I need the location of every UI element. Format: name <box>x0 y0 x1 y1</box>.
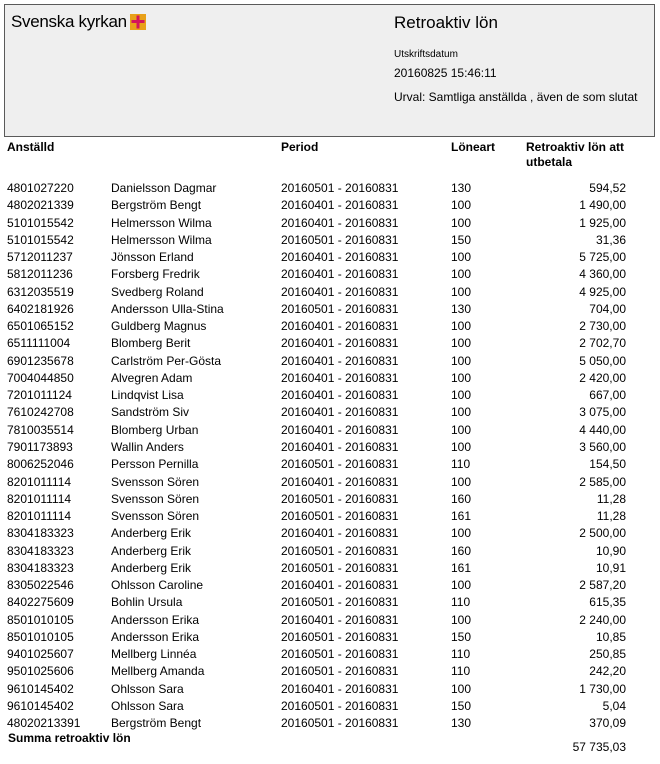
period: 20160501 - 20160831 <box>281 491 399 506</box>
employee-name: Helmersson Wilma <box>111 232 212 247</box>
amount: 2 420,00 <box>579 370 626 385</box>
table-row <box>0 404 660 421</box>
table-row <box>0 491 660 508</box>
employee-name: Svedberg Roland <box>111 284 204 299</box>
pay-type: 100 <box>451 526 472 541</box>
table-row <box>0 249 660 266</box>
table-row <box>0 646 660 663</box>
table-row <box>0 456 660 473</box>
employee-name: Ohlsson Sara <box>111 681 184 696</box>
summary-total: 57 735,03 <box>572 740 626 754</box>
employee-id: 8201011114 <box>7 474 72 489</box>
summary-label: Summa retroaktiv lön <box>8 731 131 745</box>
table-row <box>0 197 660 214</box>
employee-name: Danielsson Dagmar <box>111 181 217 195</box>
pay-type: 100 <box>451 681 472 696</box>
period: 20160501 - 20160831 <box>281 560 399 575</box>
pay-type: 161 <box>451 560 472 575</box>
employee-id: 8501010105 <box>7 629 74 644</box>
period: 20160501 - 20160831 <box>281 629 399 644</box>
employee-id: 9401025607 <box>7 647 74 662</box>
amount: 2 585,00 <box>579 474 626 489</box>
amount: 370,09 <box>589 716 626 731</box>
table-row <box>0 474 660 491</box>
amount: 250,85 <box>589 647 626 662</box>
employee-id: 7004044850 <box>7 370 74 385</box>
period: 20160401 - 20160831 <box>281 681 399 696</box>
employee-id: 8304183323 <box>7 526 74 541</box>
pay-type: 100 <box>451 612 472 627</box>
employee-id: 8304183323 <box>7 560 74 575</box>
employee-name: Ohlsson Sara <box>111 698 184 713</box>
amount: 4 925,00 <box>579 284 626 299</box>
pay-type: 110 <box>451 664 471 679</box>
period: 20160401 - 20160831 <box>281 439 399 454</box>
table-row <box>0 215 660 232</box>
employee-id: 8201011114 <box>7 491 72 506</box>
pay-type: 161 <box>451 509 472 524</box>
employee-id: 7810035514 <box>7 422 74 437</box>
employee-id: 9610145402 <box>7 698 74 713</box>
amount: 10,91 <box>595 560 626 575</box>
column-header-pay-type: Löneart <box>451 140 496 154</box>
employee-id: 6402181926 <box>7 301 74 316</box>
employee-id: 48020213391 <box>7 716 81 731</box>
period: 20160501 - 20160831 <box>281 509 399 524</box>
period: 20160401 - 20160831 <box>281 578 399 593</box>
period: 20160501 - 20160831 <box>281 647 399 662</box>
employee-id: 8501010105 <box>7 612 74 627</box>
amount: 2 587,20 <box>579 578 626 593</box>
table-row <box>0 301 660 318</box>
logo-text: Svenska kyrkan <box>11 12 127 31</box>
table-row <box>0 715 660 732</box>
pay-type: 100 <box>451 578 472 593</box>
employee-id: 6511111004 <box>7 336 71 351</box>
table-row <box>0 387 660 404</box>
table-row <box>0 422 660 439</box>
employee-name: Ohlsson Caroline <box>111 578 204 593</box>
employee-name: Jönsson Erland <box>111 250 194 265</box>
pay-type: 100 <box>451 388 472 403</box>
amount: 4 360,00 <box>579 267 626 282</box>
table-row <box>0 439 660 456</box>
pay-type: 100 <box>451 422 472 437</box>
period: 20160401 - 20160831 <box>281 215 399 230</box>
period: 20160401 - 20160831 <box>281 474 399 489</box>
amount: 5 050,00 <box>579 353 626 368</box>
employee-id: 7901173893 <box>7 439 73 454</box>
amount: 31,36 <box>595 232 626 247</box>
table-row <box>0 525 660 542</box>
period: 20160501 - 20160831 <box>281 232 399 247</box>
amount: 3 560,00 <box>579 439 626 454</box>
employee-name: Carlström Per-Gösta <box>111 353 222 368</box>
table-row <box>0 232 660 249</box>
employee-name: Mellberg Amanda <box>111 664 205 679</box>
employee-name: Bergström Bengt <box>111 198 202 213</box>
employee-id: 9501025606 <box>7 664 74 679</box>
pay-type: 100 <box>451 405 472 420</box>
amount: 615,35 <box>589 595 626 610</box>
pay-type: 150 <box>451 629 472 644</box>
table-row <box>0 594 660 611</box>
table-row <box>0 663 660 680</box>
period: 20160401 - 20160831 <box>281 353 399 368</box>
employee-id: 5712011237 <box>7 250 73 265</box>
report-header <box>4 4 655 137</box>
table-row <box>0 543 660 560</box>
table-row <box>0 698 660 715</box>
period: 20160501 - 20160831 <box>281 301 399 316</box>
employee-name: Forsberg Fredrik <box>111 267 200 282</box>
pay-type: 110 <box>451 647 471 662</box>
table-row <box>0 370 660 387</box>
pay-type: 100 <box>451 353 472 368</box>
employee-id: 9610145402 <box>7 681 74 696</box>
table-row <box>0 335 660 352</box>
pay-type: 130 <box>451 716 472 731</box>
table-row <box>0 560 660 577</box>
employee-name: Anderberg Erik <box>111 560 192 575</box>
period: 20160401 - 20160831 <box>281 612 399 627</box>
table-row <box>0 318 660 335</box>
print-date-label: Utskriftsdatum <box>394 49 458 60</box>
amount: 1 730,00 <box>579 681 626 696</box>
period: 20160401 - 20160831 <box>281 267 399 282</box>
employee-name: Svensson Sören <box>111 509 200 524</box>
table-row <box>0 577 660 594</box>
employee-name: Bohlin Ursula <box>111 595 183 610</box>
pay-type: 130 <box>451 181 472 195</box>
pay-type: 100 <box>451 439 472 454</box>
employee-id: 8201011114 <box>7 509 72 524</box>
pay-type: 110 <box>451 595 471 610</box>
employee-id: 8305022546 <box>7 578 74 593</box>
pay-type: 100 <box>451 250 472 265</box>
employee-name: Anderberg Erik <box>111 543 192 558</box>
print-date-value: 20160825 15:46:11 <box>394 66 497 80</box>
employee-id: 5101015542 <box>7 232 74 247</box>
period: 20160401 - 20160831 <box>281 198 399 213</box>
period: 20160401 - 20160831 <box>281 284 399 299</box>
amount: 2 500,00 <box>579 526 626 541</box>
employee-name: Blomberg Urban <box>111 422 199 437</box>
selection-text: Urval: Samtliga anställda , även de som slutat <box>394 90 638 104</box>
amount: 154,50 <box>589 457 626 472</box>
table-row <box>0 180 660 197</box>
pay-type: 160 <box>451 543 472 558</box>
logo <box>11 12 146 32</box>
employee-id: 6312035519 <box>7 284 74 299</box>
amount: 1 490,00 <box>579 198 626 213</box>
pay-type: 100 <box>451 319 472 334</box>
pay-type: 100 <box>451 267 472 282</box>
period: 20160401 - 20160831 <box>281 370 399 385</box>
employee-name: Andersson Ulla-Stina <box>111 301 224 316</box>
pay-type: 160 <box>451 491 472 506</box>
employee-name: Lindqvist Lisa <box>111 388 184 403</box>
period: 20160501 - 20160831 <box>281 664 399 679</box>
amount: 594,52 <box>589 181 626 195</box>
employee-name: Anderberg Erik <box>111 526 192 541</box>
amount: 242,20 <box>589 664 626 679</box>
table-row <box>0 612 660 629</box>
employee-id: 7201011124 <box>7 388 72 403</box>
amount: 667,00 <box>589 388 626 403</box>
amount: 2 730,00 <box>579 319 626 334</box>
employee-id: 6901235678 <box>7 353 74 368</box>
employee-id: 8006252046 <box>7 457 74 472</box>
amount: 11,28 <box>596 491 626 506</box>
period: 20160401 - 20160831 <box>281 405 399 420</box>
employee-id: 8304183323 <box>7 543 74 558</box>
employee-name: Mellberg Linnéa <box>111 647 197 662</box>
employee-name: Blomberg Berit <box>111 336 191 351</box>
table-row <box>0 353 660 370</box>
pay-type: 100 <box>451 370 472 385</box>
employee-name: Helmersson Wilma <box>111 215 212 230</box>
pay-type: 150 <box>451 698 472 713</box>
amount: 2 702,70 <box>579 336 626 351</box>
employee-id: 8402275609 <box>7 595 74 610</box>
amount: 4 440,00 <box>579 422 626 437</box>
table-row <box>0 681 660 698</box>
table-row <box>0 508 660 525</box>
table-row <box>0 266 660 283</box>
pay-type: 100 <box>451 284 472 299</box>
amount: 10,85 <box>595 629 626 644</box>
employee-id: 4801027220 <box>7 181 74 195</box>
employee-name: Sandström Siv <box>111 405 190 420</box>
pay-type: 100 <box>451 215 472 230</box>
pay-type: 130 <box>451 301 472 316</box>
period: 20160501 - 20160831 <box>281 716 399 731</box>
amount: 5,04 <box>602 698 626 713</box>
period: 20160501 - 20160831 <box>281 543 399 558</box>
amount: 5 725,00 <box>579 250 626 265</box>
employee-id: 6501065152 <box>7 319 74 334</box>
employee-id: 5101015542 <box>7 215 74 230</box>
amount: 704,00 <box>589 301 626 316</box>
employee-name: Guldberg Magnus <box>111 319 207 334</box>
employee-name: Persson Pernilla <box>111 457 199 472</box>
period: 20160501 - 20160831 <box>281 181 399 195</box>
amount: 10,90 <box>595 543 626 558</box>
period: 20160401 - 20160831 <box>281 422 399 437</box>
table-row <box>0 629 660 646</box>
period: 20160501 - 20160831 <box>281 595 399 610</box>
employee-name: Alvegren Adam <box>111 370 193 385</box>
period: 20160401 - 20160831 <box>281 526 399 541</box>
retro-pay-table <box>0 180 660 733</box>
employee-name: Svensson Sören <box>111 474 200 489</box>
pay-type: 150 <box>451 232 472 247</box>
column-header-period: Period <box>281 140 319 154</box>
employee-id: 7610242708 <box>7 405 74 420</box>
column-header-amount: Retroaktiv lön att utbetala <box>526 140 625 169</box>
period: 20160501 - 20160831 <box>281 698 399 713</box>
period: 20160401 - 20160831 <box>281 388 399 403</box>
period: 20160501 - 20160831 <box>281 457 399 472</box>
employee-name: Bergström Bengt <box>111 716 202 731</box>
amount: 3 075,00 <box>579 405 626 420</box>
period: 20160401 - 20160831 <box>281 250 399 265</box>
table-row <box>0 284 660 301</box>
report-title: Retroaktiv lön <box>394 13 498 32</box>
period: 20160401 - 20160831 <box>281 319 399 334</box>
pay-type: 100 <box>451 336 472 351</box>
column-header-employee: Anställd <box>7 140 55 154</box>
period: 20160401 - 20160831 <box>281 336 399 351</box>
amount: 2 240,00 <box>579 612 626 627</box>
pay-type: 110 <box>451 457 471 472</box>
pay-type: 100 <box>451 474 472 489</box>
employee-name: Svensson Sören <box>111 491 200 506</box>
amount: 1 925,00 <box>579 215 626 230</box>
amount: 11,28 <box>596 509 626 524</box>
employee-id: 4802021339 <box>7 198 74 213</box>
employee-name: Wallin Anders <box>111 439 184 454</box>
church-cross-icon <box>130 14 146 30</box>
employee-name: Andersson Erika <box>111 612 200 627</box>
pay-type: 100 <box>451 198 472 213</box>
employee-id: 5812011236 <box>7 267 73 282</box>
employee-name: Andersson Erika <box>111 629 200 644</box>
